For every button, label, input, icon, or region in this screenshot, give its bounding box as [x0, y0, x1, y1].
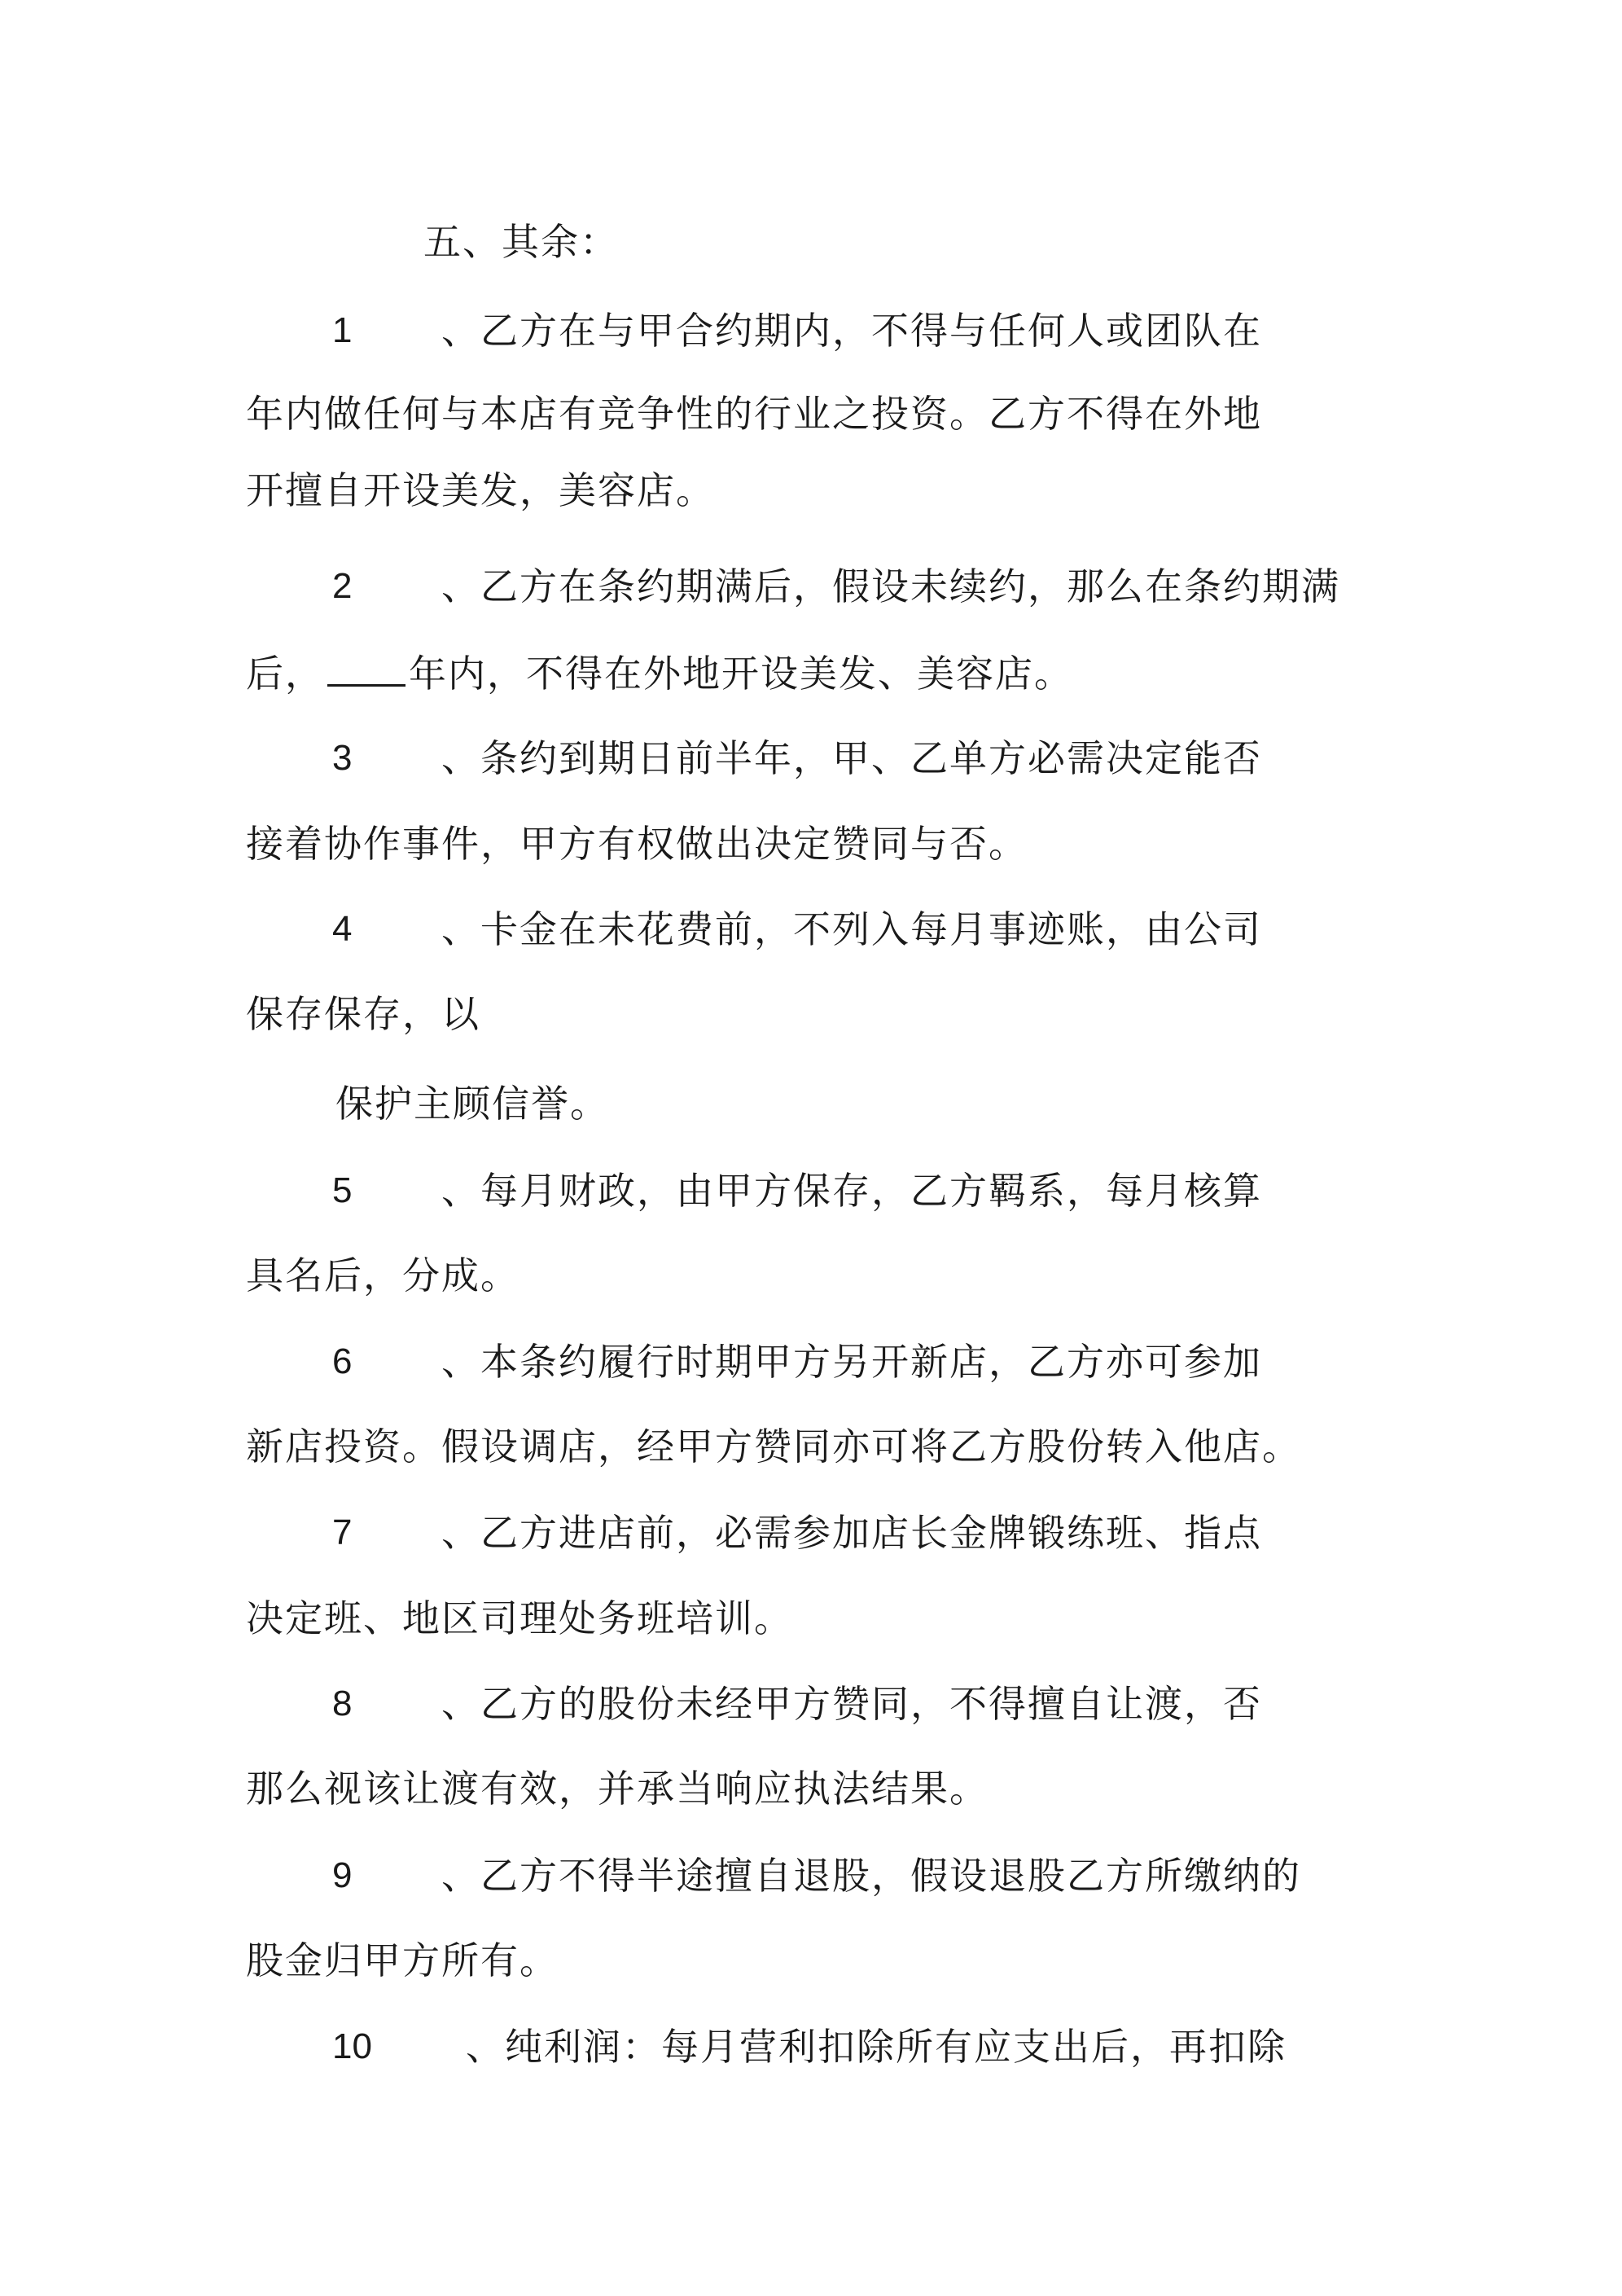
item-number: 2 — [332, 566, 353, 606]
item-text: 、乙方在与甲合约期内，不得与任何人或团队在 — [441, 309, 1262, 353]
item-number: 9 — [332, 1855, 353, 1895]
item-text: 、乙方的股份未经甲方赞同，不得擅自让渡，否 — [441, 1682, 1262, 1726]
item-text: 决定班、地区司理处务班培训。 — [246, 1596, 793, 1640]
item-text: 、纯利润：每月营利扣除所有应支出后，再扣除 — [466, 2025, 1287, 2069]
item-text: 年内做任何与本店有竞争性的行业之投资。乙方不得在外地 — [246, 392, 1262, 436]
fill-in-blank — [327, 648, 406, 687]
item-text: 开擅自开设美发，美容店。 — [246, 468, 715, 512]
item-text: 保存保存，以 — [246, 992, 480, 1036]
item-text: 、本条约履行时期甲方另开新店，乙方亦可参加 — [441, 1340, 1262, 1384]
item-text: 接着协作事件，甲方有权做出决定赞同与否。 — [246, 822, 1028, 866]
item-number: 10 — [332, 2026, 372, 2066]
item-text: 、条约到期日前半年，甲、乙单方必需决定能否 — [441, 736, 1262, 780]
item-text: 、乙方进店前，必需参加店长金牌锻练班、指点 — [441, 1511, 1262, 1555]
item-number: 1 — [332, 310, 353, 350]
item-text: 新店投资。假设调店，经甲方赞同亦可将乙方股份转入他店。 — [246, 1425, 1301, 1468]
item-text: 、乙方在条约期满后，假设未续约，那么在条约期满 — [441, 564, 1340, 608]
item-text: 、每月财政，由甲方保存，乙方羁系，每月核算 — [441, 1169, 1262, 1213]
section-heading: 五、其余： — [423, 220, 619, 264]
item-text: 保护主顾信誉。 — [335, 1082, 609, 1126]
item-text: 那么视该让渡有效，并承当响应执法结果。 — [246, 1767, 989, 1811]
item-text: 、乙方不得半途擅自退股，假设退股乙方所缴纳的 — [441, 1854, 1301, 1898]
item-text-with-blank — [246, 648, 1073, 698]
item-text: 具名后，分成。 — [246, 1253, 519, 1297]
item-text: 年内，不得在外地开设美发、美容店。 — [409, 652, 1073, 696]
item-number: 7 — [332, 1512, 353, 1552]
item-text: 后， — [246, 652, 324, 696]
item-text: 、卡金在未花费前，不列入每月事迹账，由公司 — [441, 907, 1262, 951]
item-number: 6 — [332, 1341, 353, 1381]
item-number: 8 — [332, 1684, 353, 1723]
item-number: 4 — [332, 909, 353, 949]
item-number: 3 — [332, 738, 353, 778]
item-number: 5 — [332, 1170, 353, 1210]
item-text: 股金归甲方所有。 — [246, 1938, 559, 1982]
